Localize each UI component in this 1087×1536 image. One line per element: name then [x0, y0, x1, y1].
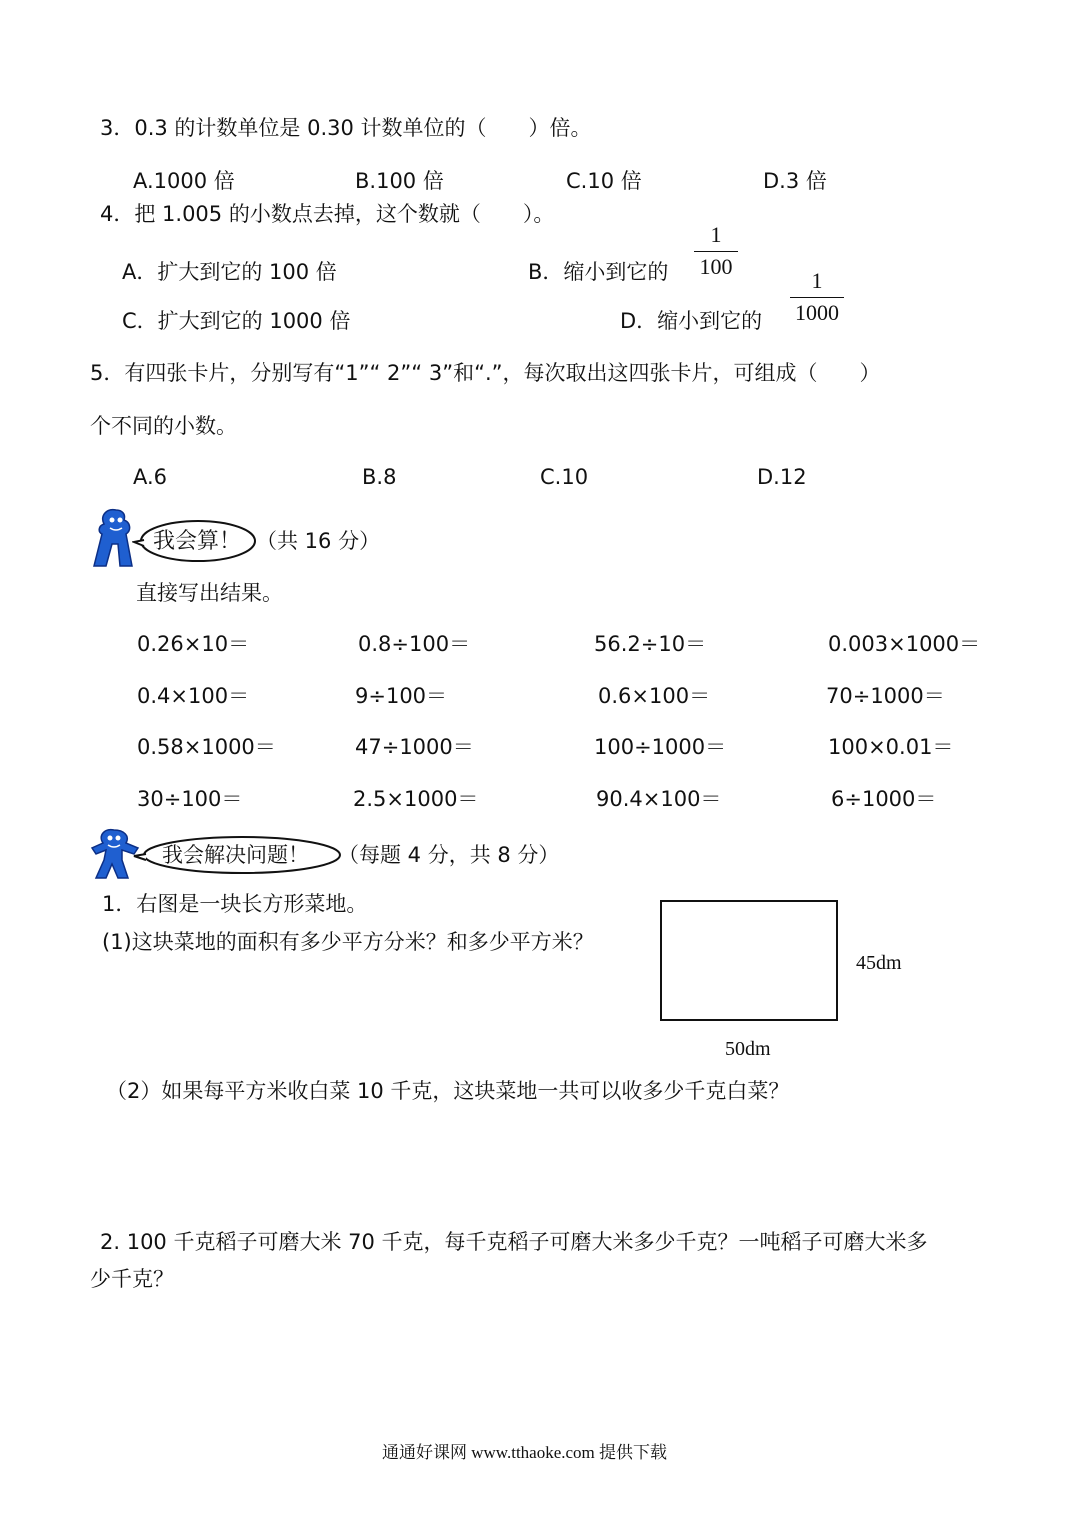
fraction-bar	[790, 297, 844, 298]
q5-option-a: A.6	[133, 465, 168, 489]
problem2-line2: 少千克？	[90, 1267, 174, 1291]
q3-option-c: C.10 倍	[566, 169, 642, 193]
calc-item: 0.26×10＝	[137, 632, 250, 656]
q5-option-c: C.10	[540, 465, 589, 489]
calc-item: 100÷1000＝	[594, 735, 727, 759]
calc-item: 9÷100＝	[355, 684, 448, 708]
calc-item: 30÷100＝	[137, 787, 243, 811]
section-solve-score: （每题 4 分，共 8 分）	[338, 843, 560, 867]
q4-stem: 4．把 1.005 的小数点去掉，这个数就（ ）。	[100, 202, 555, 226]
calc-item: 6÷1000＝	[831, 787, 937, 811]
q3-option-b: B.100 倍	[355, 169, 444, 193]
q4-option-a: A．扩大到它的 100 倍	[122, 260, 337, 284]
q4-option-d: D．缩小到它的	[620, 309, 763, 333]
calc-item: 0.58×1000＝	[137, 735, 276, 759]
fraction-denominator: 100	[699, 254, 733, 279]
section-calc-score: （共 16 分）	[256, 529, 381, 553]
q3-stem: 3．0.3 的计数单位是 0.30 计数单位的（ ）倍。	[100, 116, 592, 140]
calc-item: 0.003×1000＝	[828, 632, 981, 656]
section-calc-instruction: 直接写出结果。	[136, 581, 283, 605]
q5-stem-line2: 个不同的小数。	[90, 414, 237, 438]
calc-item: 90.4×100＝	[596, 787, 722, 811]
q3-option-a: A.1000 倍	[133, 169, 235, 193]
fraction-numerator: 1	[811, 268, 823, 293]
calc-item: 0.4×100＝	[137, 684, 250, 708]
section-calc-title: 我会算！	[153, 529, 242, 554]
rect-height-label: 45dm	[856, 952, 902, 974]
fraction-numerator: 1	[710, 222, 722, 247]
calc-item: 0.8÷100＝	[358, 632, 471, 656]
q5-option-d: D.12	[757, 465, 807, 489]
footer-source: 通通好课网 www.tthaoke.com 提供下载	[382, 1443, 668, 1462]
vegetable-plot-rectangle	[660, 900, 838, 1021]
calc-item: 70÷1000＝	[826, 684, 945, 708]
q5-stem-line1: 5．有四张卡片，分别写有“1”“ 2”“ 3”和“.”，每次取出这四张卡片，可组成（ ）	[90, 361, 881, 385]
section-solve-title: 我会解决问题！	[162, 843, 309, 867]
q4-option-d-fraction	[790, 268, 844, 326]
calc-item: 56.2÷10＝	[594, 632, 707, 656]
problem1-question1: (1)这块菜地的面积有多少平方分米？和多少平方米？	[102, 930, 594, 954]
calc-item: 0.6×100＝	[598, 684, 711, 708]
calc-item: 2.5×1000＝	[353, 787, 479, 811]
q3-option-d: D.3 倍	[763, 169, 827, 193]
problem1-question2: （2）如果每平方米收白菜 10 千克，这块菜地一共可以收多少千克白菜？	[106, 1079, 790, 1103]
q4-option-b: B．缩小到它的	[528, 260, 669, 284]
calc-item: 100×0.01＝	[828, 735, 954, 759]
problem2-line1: 2. 100 千克稻子可磨大米 70 千克，每千克稻子可磨大米多少千克？一吨稻子可磨大米多	[100, 1230, 928, 1254]
q5-option-b: B.8	[362, 465, 397, 489]
q4-option-c: C．扩大到它的 1000 倍	[122, 309, 351, 333]
q4-option-b-fraction	[694, 222, 738, 280]
rect-width-label: 50dm	[725, 1038, 771, 1060]
problem1-title: 1．右图是一块长方形菜地。	[102, 892, 368, 916]
fraction-bar	[694, 251, 738, 252]
fraction-denominator: 1000	[795, 300, 839, 325]
calc-item: 47÷1000＝	[355, 735, 474, 759]
